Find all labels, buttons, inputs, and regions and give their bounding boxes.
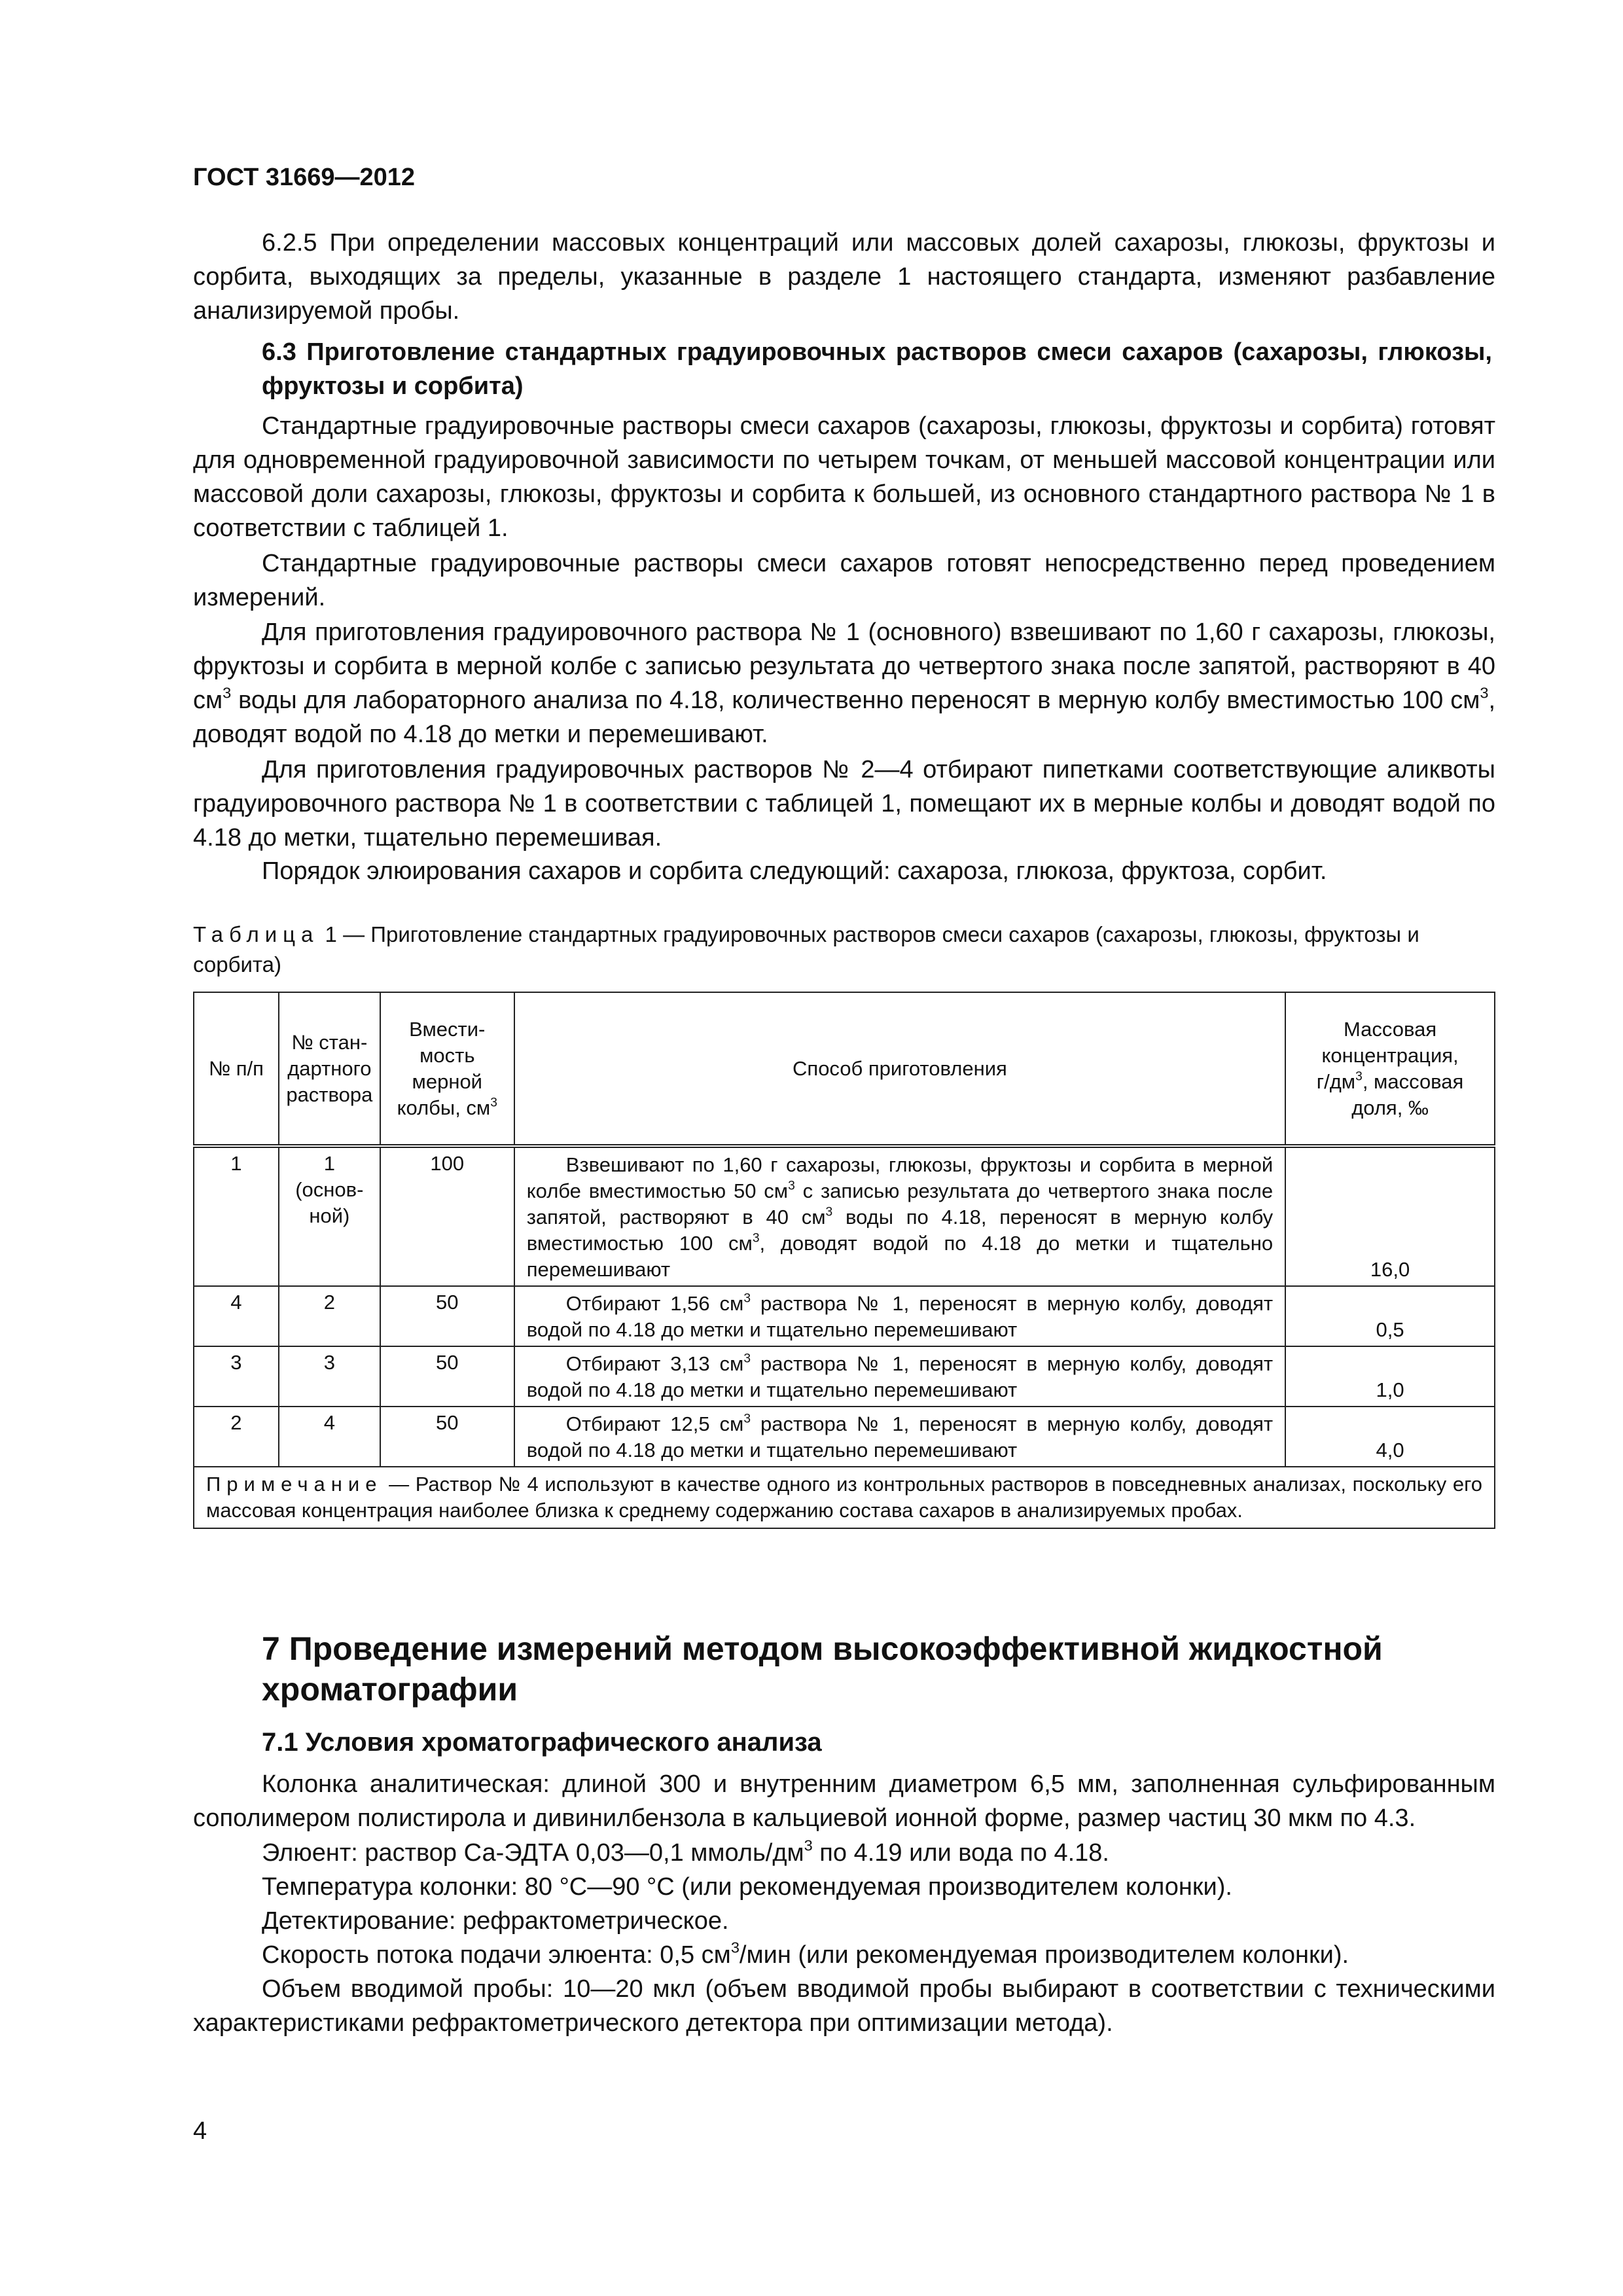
section-6-3-heading: 6.3 Приготовление стандартных градуировочных растворов смеси сахаров (сахарозы, глюкозы, фруктозы и сорбита) [262, 338, 1492, 400]
table-row [194, 1286, 1495, 1346]
header-flask-volume: Вмести- мость мерной колбы, $см^3$ [380, 992, 514, 1146]
cell-flask-volume: 50 [380, 1286, 514, 1346]
paragraph-7-1-injection-volume: Объем вводимой пробы: 10—20 мкл (объем вводимой пробы выбирают в соответствии с техническими характеристиками рефрактометрического детектора при оптимизации метода). [193, 1975, 1495, 2037]
paragraph-6-3-1: Стандартные градуировочные растворы смеси сахаров (сахарозы, глюкозы, фруктозы и сорбита) готовят для одновременной градуировочной зависимости по четырем точкам, от меньшей массовой концентрации или массовой доли сахарозы, глюкозы, фруктозы и сорбита к большей, из основного стандартного раствора № 1 в соответствии с таблицей 1. [193, 412, 1495, 542]
header-preparation-method: Способ приготовления [514, 992, 1285, 1146]
paragraph-7-1-temperature: Температура колонки: 80 °С—90 °С (или рекомендуемая производителем колонки). [262, 1873, 1232, 1901]
page-number: 4 [193, 2117, 207, 2145]
cell-mass-concentration: 16,0 [1285, 1146, 1495, 1286]
cell-mass-concentration: 0,5 [1285, 1286, 1495, 1346]
paragraph-7-1-eluent: Элюент: раствор Са-ЭДТА 0,03—0,1 ммоль/$дм^3$ по 4.19 или вода по 4.18. [262, 1837, 1109, 1867]
cell-flask-volume: 50 [380, 1407, 514, 1467]
cell-row-number: 3 [194, 1346, 279, 1407]
table-note: Примечание — Раствор № 4 используют в качестве одного из контрольных растворов в повседневных анализах, поскольку его массовая концентрация наиболее близка к среднему содержанию состава сахаров в анализируемых пробах. [194, 1467, 1495, 1528]
cell-standard-number: 2 [279, 1286, 380, 1346]
paragraph-7-1-detection: Детектирование: рефрактометрическое. [262, 1907, 729, 1935]
cell-mass-concentration: 1,0 [1285, 1346, 1495, 1407]
paragraph-6-3-2: Стандартные градуировочные растворы смеси сахаров готовят непосредственно перед проведением измерений. [193, 550, 1495, 611]
cell-preparation-method: Взвешивают по 1,60 г сахарозы, глюкозы, фруктозы и сорбита в мерной колбе вместимостью 50 $см^3$ с записью результата до четвертого знака после запятой, растворяют в 40 $см^3$ воды по 4.18, переносят в мерную колбу вместимостью 100 $см^3$, доводят водой по 4.18 до метки и тщательно перемешивают [514, 1146, 1285, 1286]
header-standard-number: № стан- дартного раствора [279, 992, 380, 1146]
paragraph-7-1-flow-rate: Скорость потока подачи элюента: 0,5 $см^3$/мин (или рекомендуемая производителем колонки). [262, 1939, 1349, 1969]
document-header: ГОСТ 31669—2012 [193, 164, 416, 191]
table-row [194, 1407, 1495, 1467]
table-1 [193, 992, 1495, 1529]
cell-row-number: 1 [194, 1146, 279, 1286]
cell-preparation-method: Отбирают 1,56 $см^3$ раствора № 1, переносят в мерную колбу, доводят водой по 4.18 до метки и тщательно перемешивают [514, 1286, 1285, 1346]
paragraph-6-3-5: Порядок элюирования сахаров и сорбита следующий: сахароза, глюкоза, фруктоза, сорбит. [262, 857, 1327, 885]
cell-flask-volume: 50 [380, 1346, 514, 1407]
table-1-caption: Таблица 1 — Приготовление стандартных градуировочных растворов смеси сахаров (сахарозы, глюкозы, фруктозы и сорбита) [193, 922, 1419, 977]
cell-standard-number: 1 (основ- ной) [279, 1146, 380, 1286]
cell-standard-number: 4 [279, 1407, 380, 1467]
header-mass-concentration: Массовая концентрация, $г/дм^3$, массовая доля, ‰ [1285, 992, 1495, 1146]
table-note-row [194, 1467, 1495, 1528]
cell-preparation-method: Отбирают 3,13 $см^3$ раствора № 1, переносят в мерную колбу, доводят водой по 4.18 до метки и тщательно перемешивают [514, 1346, 1285, 1407]
cell-mass-concentration: 4,0 [1285, 1407, 1495, 1467]
paragraph-6-3-3: Для приготовления градуировочного раствора № 1 (основного) взвешивают по 1,60 г сахарозы, глюкозы, фруктозы и сорбита в мерной колбе с записью результата до четвертого знака после запятой, растворяют в 40 $см^3$ воды для лабораторного анализа по 4.18, количественно переносят в мерную колбу вместимостью 100 $см^3$, доводят водой по 4.18 до метки и перемешивают. [193, 619, 1495, 748]
cell-row-number: 4 [194, 1286, 279, 1346]
cell-preparation-method: Отбирают 12,5 $см^3$ раствора № 1, переносят в мерную колбу, доводят водой по 4.18 до метки и тщательно перемешивают [514, 1407, 1285, 1467]
cell-flask-volume: 100 [380, 1146, 514, 1286]
section-7-heading: 7 Проведение измерений методом высокоэффективной жидкостной хроматографии [262, 1630, 1383, 1708]
table-row [194, 1346, 1495, 1407]
table-row [194, 1146, 1495, 1286]
cell-standard-number: 3 [279, 1346, 380, 1407]
paragraph-6-2-5: 6.2.5 При определении массовых концентраций или массовых долей сахарозы, глюкозы, фруктозы и сорбита, выходящих за пределы, указанные в разделе 1 настоящего стандарта, изменяют разбавление анализируемой пробы. [193, 229, 1495, 325]
paragraph-7-1-column: Колонка аналитическая: длиной 300 и внутренним диаметром 6,5 мм, заполненная сульфированным сополимером полистирола и дивинилбензола в кальциевой ионной форме, размер частиц 30 мкм по 4.3. [193, 1770, 1495, 1832]
paragraph-6-3-4: Для приготовления градуировочных растворов № 2—4 отбирают пипетками соответствующие аликвоты градуировочного раствора № 1 в соответствии с таблицей 1, помещают их в мерные колбы и доводят водой по 4.18 до метки, тщательно перемешивая. [193, 756, 1495, 852]
header-row-number: № п/п [194, 992, 279, 1146]
section-7-1-heading: 7.1 Условия хроматографического анализа [262, 1728, 822, 1757]
cell-row-number: 2 [194, 1407, 279, 1467]
